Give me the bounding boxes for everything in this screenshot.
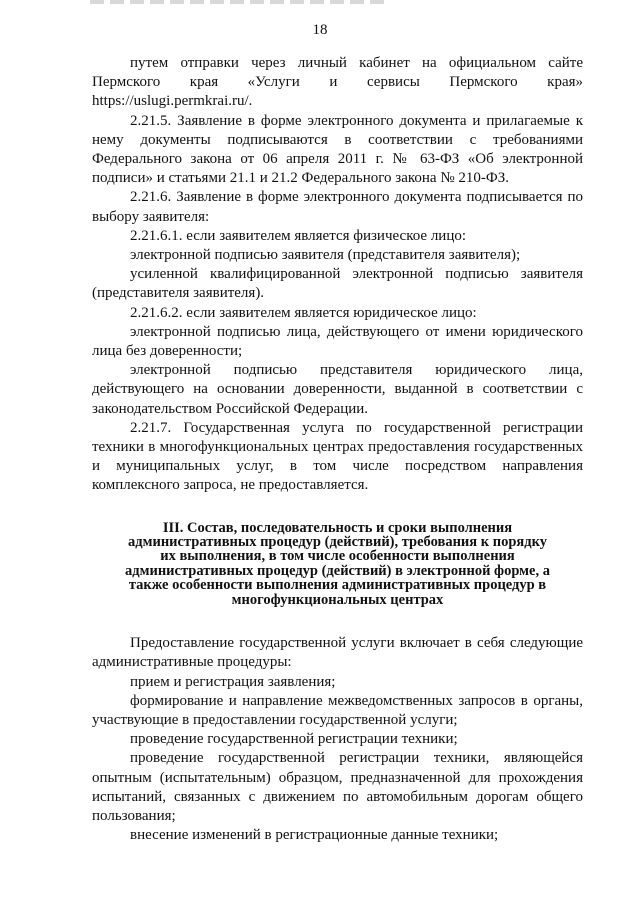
list-item: формирование и направление межведомственных запросов в органы, участвующие в предоставлении государственной услуги; xyxy=(92,692,583,728)
paragraph: 2.21.7. Государственная услуга по государственной регистрации техники в многофункциональных центрах предоставления государственных и муниципальных услуг, в том числе посредством направления комплексного запроса, не предоставляется. xyxy=(92,419,583,494)
paragraph: 2.21.6.2. если заявителем является юридическое лицо: xyxy=(130,304,477,321)
paragraph: путем отправки через личный кабинет на официальном сайте Пермского края «Услуги и сервисы Пермского края» https://uslugi.permkrai.ru/. xyxy=(92,55,583,110)
page-number: 18 xyxy=(312,22,328,38)
paragraph: 2.21.6. Заявление в форме электронного документа подписывается по выбору заявителя: xyxy=(92,189,583,225)
list-item: проведение государственной регистрации техники, являющейся опытным (испытательным) образцом, предназначенной для прохождения испытаний, связанных с движением по автомобильным дорогам общего пользования; xyxy=(92,750,583,824)
paragraph: электронной подписью лица, действующего от имени юридического лица без доверенности; xyxy=(92,323,583,360)
paragraph: 2.21.5. Заявление в форме электронного документа и прилагаемые к нему документы подписываются в соответствии с требованиями Федерального закона от 06 апреля 2011 г. № 63-ФЗ «Об электронной подписи» и статьями 21.1 и 21.2 Федерального закона № 210-ФЗ. xyxy=(92,112,583,187)
paragraph: электронной подписью заявителя (представителя заявителя); xyxy=(130,247,521,264)
paragraph: Предоставление государственной услуги включает в себя следующие административные процедуры: xyxy=(92,635,583,671)
paragraph: 2.21.6.1. если заявителем является физическое лицо: xyxy=(130,227,467,244)
list-item: проведение государственной регистрации техники; xyxy=(130,731,458,748)
section-heading: III. Состав, последовательность и сроки выполнения административных процедур (действий), требования к порядку их выполнения, в том числе особенности выполнения административных процедур (действий) в электронной форме, а также особенности выполнения административных процедур в многофункциональных центрах xyxy=(125,519,550,608)
document-body xyxy=(92,54,583,845)
list-item: внесение изменений в регистрационные данные техники; xyxy=(130,827,499,844)
paragraph: усиленной квалифицированной электронной подписью заявителя (представителя заявителя). xyxy=(92,266,583,302)
paragraph: электронной подписью представителя юридического лица, действующего на основании доверенности, выданной в соответствии с законодательством Российской Федерации. xyxy=(92,362,583,417)
list-item: прием и регистрация заявления; xyxy=(130,673,336,690)
scan-artifact xyxy=(90,0,390,4)
